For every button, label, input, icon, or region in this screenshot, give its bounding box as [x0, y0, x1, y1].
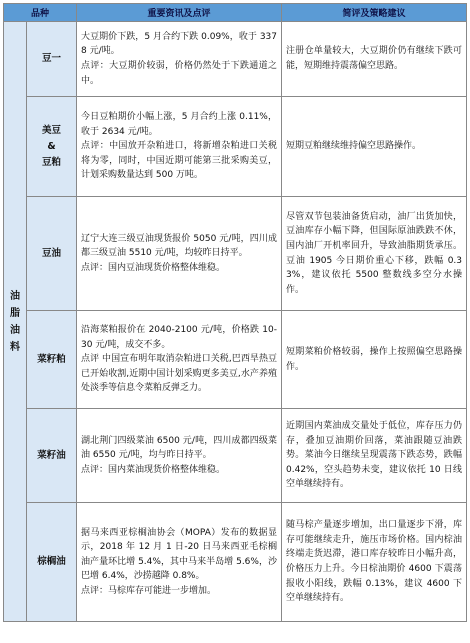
- info-paragraph: 大豆期价下跌，5 月合约下跌 0.09%，收于 3378 元/吨。: [81, 31, 278, 57]
- advice-paragraph: 近期国内菜油成交量处于低位，库存压力仍存，叠加豆油期价回落，菜油跟随豆油跌势。菜油今日继续呈现震荡下跌态势，跌幅 0.42%，空头趋势未变，建议依托 10 日线空单继续持有。: [286, 421, 463, 490]
- header-advice: 简评及策略建议: [282, 4, 467, 22]
- info-paragraph: 点评：国内豆油现货价格整体维稳。: [81, 262, 226, 273]
- category-cell: [4, 22, 27, 622]
- info-paragraph: 点评：大豆期价较弱，价格仍然处于下跌通道之中。: [81, 61, 278, 86]
- category-label: 油脂油料: [10, 290, 20, 353]
- info-paragraph: 沿海菜粕报价在 2040-2100 元/吨，价格跌 10-30 元/吨，成交不多。: [81, 325, 278, 350]
- advice-paragraph: 随马棕产量逐步增加，出口量逐步下滑，库存可能继续走升，施压市场价格。国内棕油终端走货迟滞，港口库存较昨日小幅升高，价格压力上升。今日棕油期价 4600 下震荡报收小阳线，跌幅 0.13%，建议 4600 下空单继续持有。: [286, 520, 463, 604]
- commodity-table: [3, 3, 467, 622]
- table-row: [4, 503, 467, 622]
- info-paragraph: 湖北荆门四级菜油 6500 元/吨，四川成都四级菜油 6550 元/吨，均与昨日持平。: [81, 435, 278, 461]
- table-row: [4, 409, 467, 503]
- advice-paragraph: 短期菜粕价格较弱，操作上按照偏空思路操作。: [286, 346, 463, 372]
- info-paragraph: 点评 中国宣布明年取消杂粕进口关税,巴西旱热豆已开始收割,近期中国计划采购更多美豆,水产养殖处淡季等信息令菜粕反弹乏力。: [81, 354, 278, 394]
- advice-cell: [282, 409, 467, 503]
- header-info: 重要资讯及点评: [77, 4, 282, 22]
- advice-paragraph: 尽管双节包装油备货启动，油厂出货加快，豆油库存小幅下降，但国际原油跌跌不休，国内油厂开机率回升，导致油脂期货承压。 豆油 1905 今日期价重心下移，跌幅 0.33%，建议依托 5500 整数线多空分水操作。: [286, 211, 463, 295]
- table-header-row: [4, 4, 467, 22]
- info-paragraph: 点评：中国放开杂粕进口，将新增杂粕进口关税将为零，同时，中国近期可能第三批采购美豆，计划采购数量达到 500 万吨。: [81, 141, 278, 181]
- info-cell: [77, 311, 282, 409]
- info-cell: [77, 197, 282, 311]
- variety-name: 菜籽油: [37, 449, 66, 461]
- info-paragraph: 点评：马棕库存可能进一步增加。: [81, 585, 217, 596]
- variety-cell: [27, 311, 77, 409]
- advice-cell: [282, 22, 467, 97]
- advice-cell: [282, 97, 467, 197]
- variety-name: 豆油: [42, 247, 62, 259]
- info-paragraph: 据马来西亚棕榈油协会（MOPA）发布的数据显示，2018 年 12 月 1 日-20 日马来西亚毛棕榈油产量环比增 5.4%，其中马来半岛增 5.6%，沙巴增 6.4%，沙捞越降 0.8%。: [81, 527, 278, 582]
- variety-name: 豆一: [42, 53, 62, 64]
- table-row: [4, 311, 467, 409]
- info-cell: [77, 97, 282, 197]
- table-row: [4, 22, 467, 97]
- advice-cell: [282, 311, 467, 409]
- advice-cell: [282, 503, 467, 622]
- advice-paragraph: 注册仓单量较大，大豆期价仍有继续下跌可能，短期维持震荡偏空思路。: [286, 46, 463, 71]
- variety-cell: [27, 409, 77, 503]
- variety-cell: [27, 197, 77, 311]
- info-cell: [77, 409, 282, 503]
- variety-name: 豆粕: [42, 156, 62, 168]
- table-row: [4, 97, 467, 197]
- commodity-table-frame: [3, 3, 466, 640]
- info-paragraph: 今日豆粕期价小幅上涨，5 月合约上涨 0.11%，收于 2634 元/吨。: [81, 112, 278, 137]
- variety-name: 菜籽粕: [37, 353, 66, 365]
- variety-cell: [27, 503, 77, 622]
- variety-name: 棕榈油: [37, 556, 66, 567]
- variety-cell: [27, 97, 77, 197]
- table-row: [4, 197, 467, 311]
- advice-paragraph: 短期豆粕继续维持偏空思路操作。: [286, 141, 422, 152]
- info-cell: [77, 503, 282, 622]
- advice-cell: [282, 197, 467, 311]
- info-paragraph: 点评：国内菜油现货价格整体维稳。: [81, 464, 226, 475]
- header-variety: 品种: [4, 4, 77, 22]
- info-paragraph: 辽宁大连三级豆油现货报价 5050 元/吨，四川成都三级豆油 5510 元/吨，均较昨日持平。: [81, 233, 278, 259]
- variety-name: 美豆: [42, 124, 62, 136]
- info-cell: [77, 22, 282, 97]
- variety-name: &: [47, 140, 56, 152]
- variety-cell: [27, 22, 77, 97]
